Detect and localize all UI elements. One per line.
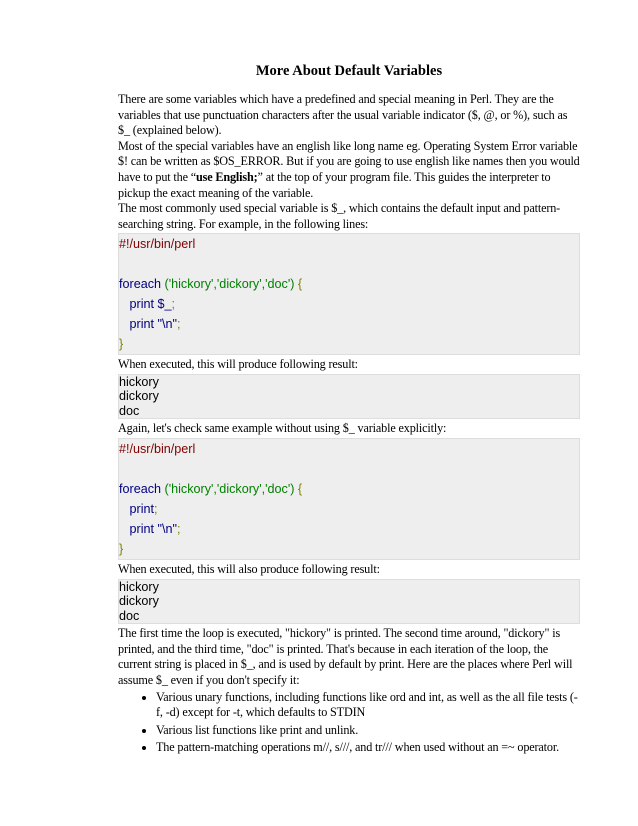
code-block-2 (118, 438, 580, 560)
code-string: "\n" (154, 522, 177, 537)
code-line (119, 234, 579, 254)
bullet-list (118, 690, 580, 756)
code-line (119, 479, 579, 499)
code-brace: } (119, 542, 124, 557)
output-line: dickory (119, 389, 159, 404)
code-keyword: print (119, 502, 154, 517)
code-semicolon: ; (154, 502, 158, 517)
code-line (119, 314, 579, 334)
code-keyword: print (119, 297, 154, 312)
output-line: dickory (119, 594, 159, 609)
code-shebang: #!/usr/bin/perl (119, 237, 196, 252)
code-line (119, 334, 579, 354)
code-blank-line (119, 254, 579, 274)
code-keyword: foreach (119, 277, 162, 292)
code-blank-line (119, 459, 579, 479)
document-page (118, 62, 580, 758)
code-keyword: print (119, 522, 154, 537)
list-item: • Various unary functions, including functions like ord and int, as well as the all file tests (-f, -d) except for -t, which defaults to STDIN (156, 690, 580, 721)
code-string: "\n" (154, 317, 177, 332)
code-brace: { (294, 482, 303, 497)
paragraph-english-text-b: ” at the top of your program file. This guides the interpreter to pickup the exact meaning of the variable. (118, 169, 551, 200)
code-line (119, 519, 579, 539)
paragraph-result-1: When executed, this will produce following result: (118, 357, 358, 372)
paragraph-english-names (118, 139, 580, 201)
paragraph-explanation: The first time the loop is executed, "hickory" is printed. The second time around, "dickory" is printed, and the third time, "doc" is printed. That's because in each iteration of the loop, the current string is placed in $_, and is used by default by print. Here are the places where Perl will assume $_ even if you don't specify it: (118, 626, 573, 687)
output-line: hickory (119, 579, 159, 594)
code-variable: $_ (154, 297, 172, 312)
page-title: More About Default Variables (255, 63, 443, 79)
code-line (119, 439, 579, 459)
code-keyword: print (119, 317, 154, 332)
output-line: doc (119, 403, 140, 418)
code-string-list: ('hickory','dickory','doc') (161, 277, 295, 292)
code-line (119, 499, 579, 519)
paragraph-english-text-a: Most of the special variables have an english like long name eg. Operating System Error variable $! can be written as $OS_ERROR. But if you are going to use english like names then you would have to put the “ (118, 138, 580, 184)
code-line (119, 274, 579, 294)
output-line: doc (119, 608, 140, 623)
paragraph-again: Again, let's check same example without using $_ variable explicitly: (118, 421, 447, 436)
output-block-1 (118, 374, 580, 420)
code-block-1 (118, 233, 580, 355)
code-line (119, 539, 579, 559)
use-english-bold: use English; (196, 169, 258, 184)
code-string-list: ('hickory','dickory','doc') (161, 482, 295, 497)
code-semicolon: ; (171, 297, 176, 312)
list-item: • The pattern-matching operations m//, s///, and tr/// when used without an =~ operator. (156, 740, 580, 756)
paragraph-intro: There are some variables which have a predefined and special meaning in Perl. They are the variables that use punctuation characters after the usual variable indicator ($, @, or %), such as $_ (explained below). (118, 92, 568, 138)
code-line (119, 294, 579, 314)
code-keyword: foreach (119, 482, 162, 497)
list-item: • Various list functions like print and unlink. (156, 723, 580, 739)
code-brace: } (119, 337, 124, 352)
code-semicolon: ; (176, 317, 181, 332)
code-brace: { (294, 277, 303, 292)
paragraph-result-2: When executed, this will also produce following result: (118, 562, 380, 577)
code-semicolon: ; (176, 522, 181, 537)
code-shebang: #!/usr/bin/perl (119, 442, 196, 457)
paragraph-default-variable: The most commonly used special variable is $_, which contains the default input and pattern-searching string. For example, in the following lines: (118, 201, 561, 231)
output-line: hickory (119, 374, 159, 389)
output-block-2 (118, 579, 580, 625)
